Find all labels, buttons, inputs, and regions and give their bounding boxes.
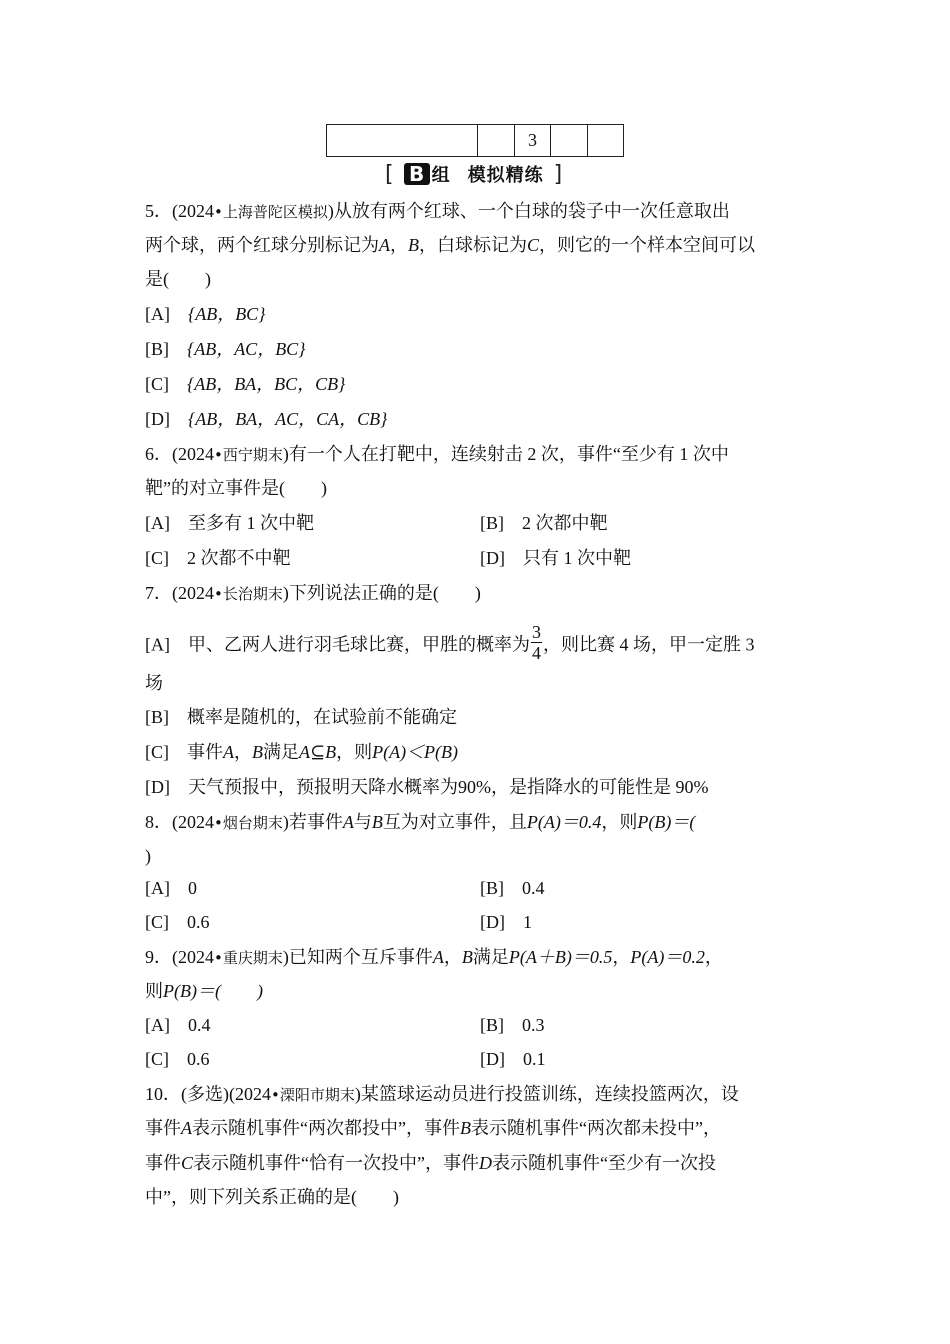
option-c[interactable]: [C] {AB，BA，BC，CB} [145, 374, 346, 394]
question-source: •上海普陀区模拟 [214, 203, 328, 221]
option-d[interactable]: [D] 1 [480, 912, 532, 932]
table-cell [588, 125, 624, 157]
group-label: 组 [431, 165, 450, 186]
question-10-line-4: 中”，则下列关系正确的是( ) [145, 1187, 399, 1207]
question-5-line-3: 是( ) [145, 269, 211, 289]
option-a[interactable]: [A] 至多有 1 次中靶 [145, 513, 314, 533]
option-d[interactable]: [D] {AB，BA，AC，CA，CB} [145, 409, 388, 429]
answer-table [326, 124, 624, 157]
option-a[interactable]: [A] 甲、乙两人进行羽毛球比赛，甲胜的概率为 $\frac{3}{4}$ ，则比赛 4 场，甲一定胜 3 [145, 622, 755, 663]
group-badge: B [404, 163, 430, 185]
table-cell [478, 125, 515, 157]
table-cell [551, 125, 588, 157]
question-8-line-1: 8．(2024•烟台期末)若事件A与B互为对立事件，且P(A)＝0.4，则P(B)＝( [145, 812, 696, 832]
question-source: •长治期末 [214, 585, 283, 603]
option-b[interactable]: [B] 2 次都中靶 [480, 513, 608, 533]
question-source: •西宁期末 [214, 446, 283, 464]
option-b[interactable]: [B] 概率是随机的，在试验前不能确定 [145, 707, 457, 727]
option-a[interactable]: [A] 0.4 [145, 1015, 211, 1035]
question-5-line-2: 两个球，两个红球分别标记为A，B，白球标记为C，则它的一个样本空间可以 [145, 235, 756, 255]
question-9-line-1: 9．(2024•重庆期末)已知两个互斥事件A，B满足P(A＋B)＝0.5，P(A)＝0.2， [145, 947, 723, 967]
option-row [145, 1047, 546, 1071]
option-c[interactable]: [C] 0.6 [145, 912, 210, 932]
table-cell [327, 125, 478, 157]
left-bracket: [ [385, 161, 394, 187]
option-row [145, 1013, 545, 1037]
question-7-line-1: 7．(2024•长治期末)下列说法正确的是( ) [145, 583, 481, 603]
option-d[interactable]: [D] 0.1 [480, 1049, 546, 1069]
section-header [385, 160, 562, 188]
fraction: $\frac{3}{4}$ [532, 622, 541, 663]
option-c[interactable]: [C] 0.6 [145, 1049, 210, 1069]
question-6-line-1: 6．(2024•西宁期末)有一个人在打靶中，连续射击 2 次，事件“至少有 1 次中 [145, 444, 729, 464]
section-title: 模拟精练 [467, 165, 544, 186]
option-b[interactable]: [B] {AB，AC，BC} [145, 339, 306, 359]
option-row [145, 511, 608, 535]
option-a[interactable]: [A] {AB，BC} [145, 304, 266, 324]
option-row [145, 910, 532, 934]
question-10-line-3: 事件C表示随机事件“恰有一次投中”，事件D表示随机事件“至少有一次投 [145, 1153, 716, 1173]
option-row [145, 876, 545, 900]
question-source: •重庆期末 [214, 949, 283, 967]
option-c[interactable]: [C] 事件A，B满足A⊆B，则P(A)＜P(B) [145, 742, 459, 762]
option-d[interactable]: [D] 只有 1 次中靶 [480, 548, 631, 568]
question-10-line-1: 10．(多选)(2024•溧阳市期末)某篮球运动员进行投篮训练，连续投篮两次，设 [145, 1084, 739, 1104]
question-10-line-2: 事件A表示随机事件“两次都投中”，事件B表示随机事件“两次都未投中”， [145, 1118, 721, 1138]
question-6-line-2: 靶”的对立事件是( ) [145, 478, 327, 498]
option-c[interactable]: [C] 2 次都不中靶 [145, 548, 291, 568]
question-8-line-2: ) [145, 846, 151, 866]
option-a[interactable]: [A] 0 [145, 878, 197, 898]
right-bracket: ] [553, 161, 563, 187]
table-cell: 3 [515, 125, 551, 157]
option-b[interactable]: [B] 0.4 [480, 878, 545, 898]
question-5-line-1: 5．(2024•上海普陀区模拟)从放有两个红球、一个白球的袋子中一次任意取出 [145, 201, 730, 221]
option-d[interactable]: [D] 天气预报中，预报明天降水概率为90%，是指降水的可能性是 90% [145, 777, 709, 797]
question-source: •溧阳市期末 [270, 1086, 355, 1104]
question-9-line-2: 则P(B)＝( ) [145, 981, 263, 1001]
question-source: •烟台期末 [214, 814, 283, 832]
option-row [145, 546, 631, 570]
option-a-line-2: 场 [145, 673, 163, 693]
option-b[interactable]: [B] 0.3 [480, 1015, 545, 1035]
